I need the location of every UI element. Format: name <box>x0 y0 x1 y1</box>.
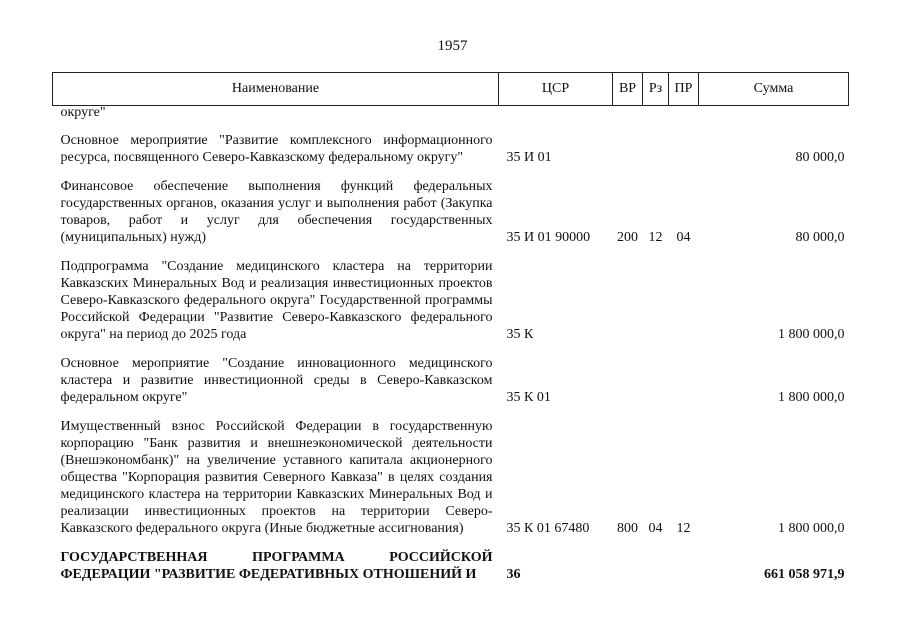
column-header-pr: ПР <box>669 73 699 106</box>
table-row <box>53 258 849 343</box>
row-pr: 04 <box>676 230 691 245</box>
row-csr: 35 К 01 <box>506 390 551 405</box>
row-pr <box>669 355 699 406</box>
row-name: ГОСУДАРСТВЕННАЯ ПРОГРАММА РОССИЙСКОЙ ФЕДЕРАЦИИ "РАЗВИТИЕ ФЕДЕРАТИВНЫХ ОТНОШЕНИЙ И <box>60 550 493 582</box>
row-pr <box>669 106 699 121</box>
row-name: Подпрограмма "Создание медицинского кластера на территории Кавказских Минеральных Вод и реализация инвестиционных проектов Северо-Кавказского федерального округа" Государственной программы Российской Федерации "Развитие Северо-Кавказского федерального округа" на период до 2025 года <box>60 259 493 342</box>
column-header-csr: ЦСР <box>499 73 613 106</box>
table-row <box>53 132 849 166</box>
column-header-sum: Сумма <box>699 73 849 106</box>
row-pr: 12 <box>676 521 691 536</box>
row-rz <box>643 549 669 583</box>
row-name: Основное мероприятие "Развитие комплексного информационного ресурса, посвященного Северо-Кавказскому федеральному округу" <box>60 133 493 165</box>
table-row <box>53 178 849 246</box>
row-name: округе" <box>60 105 106 120</box>
row-csr <box>499 106 613 121</box>
row-name: Имущественный взнос Российской Федерации в государственную корпорацию "Банк развития и внешнеэкономической деятельности (Внешэкономбанк)" на увеличение уставного капитала акционерного общества "Корпорация развития Северного Кавказа" в целях создания медицинского кластера на территории Кавказских Минеральных Вод и реализации инвестиционных проектов на территории Северо-Кавказского федерального округа (Иные бюджетные ассигнования) <box>60 419 493 536</box>
row-csr: 35 К <box>506 327 534 342</box>
row-vr <box>613 132 643 166</box>
budget-table <box>52 72 849 583</box>
row-name: Основное мероприятие "Создание инновационного медицинского кластера и развитие инвестиционной среды в Северо-Кавказском федеральном округе" <box>60 356 493 405</box>
column-header-vr: ВР <box>613 73 643 106</box>
row-pr <box>669 549 699 583</box>
row-vr: 800 <box>617 521 638 536</box>
row-vr <box>613 258 643 343</box>
row-vr <box>613 355 643 406</box>
row-sum: 1 800 000,0 <box>778 390 845 405</box>
row-sum: 1 800 000,0 <box>778 327 845 342</box>
row-pr <box>669 132 699 166</box>
row-rz <box>643 355 669 406</box>
table-row <box>53 106 849 121</box>
page-number: 1957 <box>437 38 468 54</box>
table-header-row <box>53 73 849 106</box>
row-vr <box>613 549 643 583</box>
row-vr: 200 <box>617 230 638 245</box>
row-csr: 35 И 01 90000 <box>506 230 591 245</box>
column-header-rz: Рз <box>643 73 669 106</box>
row-csr: 36 <box>506 567 521 582</box>
row-sum: 80 000,0 <box>795 230 845 245</box>
row-sum <box>699 106 849 121</box>
row-rz <box>643 258 669 343</box>
row-rz: 04 <box>648 521 663 536</box>
row-sum: 661 058 971,9 <box>764 567 845 582</box>
table-row <box>53 549 849 583</box>
row-rz <box>643 106 669 121</box>
row-rz <box>643 132 669 166</box>
row-csr: 35 И 01 <box>506 150 552 165</box>
row-sum: 1 800 000,0 <box>778 521 845 536</box>
row-rz: 12 <box>648 230 663 245</box>
row-sum: 80 000,0 <box>795 150 845 165</box>
row-vr <box>613 106 643 121</box>
column-header-name: Наименование <box>53 73 499 106</box>
row-csr: 35 К 01 67480 <box>506 521 590 536</box>
table-row <box>53 355 849 406</box>
row-pr <box>669 258 699 343</box>
table-row <box>53 418 849 537</box>
row-name: Финансовое обеспечение выполнения функций федеральных государственных органов, оказания услуг и выполнения работ (Закупка товаров, работ и услуг для обеспечения государственных (муниципальных) нужд) <box>60 179 493 245</box>
